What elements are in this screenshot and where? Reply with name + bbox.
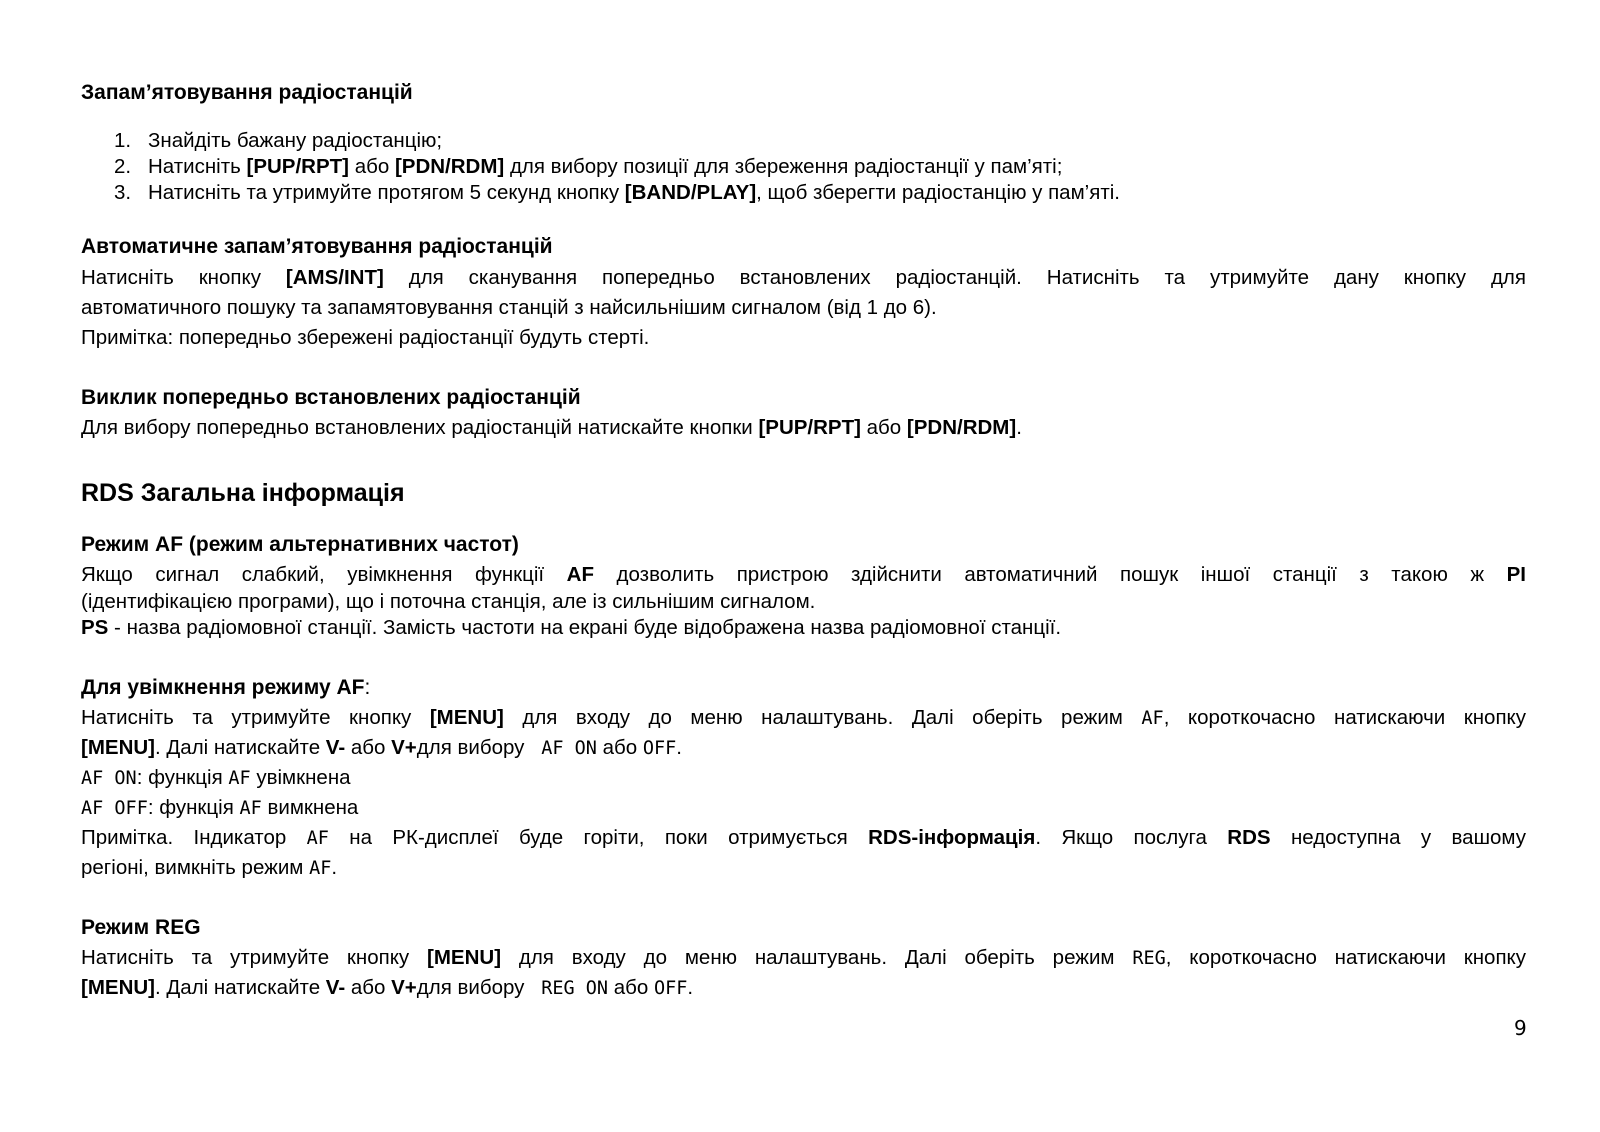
list-item: 2. Натисніть [PUP/RPT] або [PDN/RDM] для вибору позиції для збереження радіостанції у пам’яті; — [114, 155, 1063, 178]
note-line: регіоні, вимкніть режим AF. — [81, 856, 338, 879]
heading-reg-mode: Режим REG — [81, 916, 201, 939]
paragraph-line: [MENU]. Далі натискайте V- або V+для вибору AF ON або OFF. — [81, 736, 682, 759]
paragraph-line: (ідентифікацією програми), що і поточна станція, але із сильнішим сигналом. — [81, 590, 816, 613]
note-line: Примітка: попередньо збережені радіостанції будуть стерті. — [81, 326, 650, 349]
paragraph-line: PS - назва радіомовної станції. Замість частоти на екрані буде відображена назва радіомовної станції. — [81, 616, 1062, 639]
page-number: 9 — [1514, 1016, 1527, 1040]
paragraph-line: AF OFF: функція AF вимкнена — [81, 796, 359, 819]
heading-station-memory: Запам’ятовування радіостанцій — [81, 81, 413, 104]
paragraph-line: автоматичного пошуку та запамятовування станцій з найсильнішим сигналом (від 1 до 6). — [81, 296, 937, 319]
heading-preset-recall: Виклик попередньо встановлених радіостанцій — [81, 386, 581, 409]
paragraph-line: Натисніть та утримуйте кнопку [MENU] для входу до меню налаштувань. Далі оберіть режим REG, короткочасно натискаючи кнопку — [81, 946, 1526, 969]
paragraph-line: Натисніть та утримуйте кнопку [MENU] для входу до меню налаштувань. Далі оберіть режим AF, короткочасно натискаючи кнопку — [81, 706, 1527, 729]
note-line: Примітка. Індикатор AF на РК-дисплеї буде горіти, поки отримується RDS-інформація. Якщо послуга RDS недоступна у вашому — [81, 826, 1526, 849]
paragraph-line: Натисніть кнопку [AMS/INT] для сканування попередньо встановлених радіостанцій. Натисніть та утримуйте дану кнопку для — [81, 266, 1526, 289]
paragraph-line: [MENU]. Далі натискайте V- або V+для вибору REG ON або OFF. — [81, 976, 694, 999]
paragraph-line: Для вибору попередньо встановлених радіостанцій натискайте кнопки [PUP/RPT] або [PDN/RDM]. — [81, 416, 1022, 439]
list-item: 3. Натисніть та утримуйте протягом 5 секунд кнопку [BAND/PLAY], щоб зберегти радіостанцію у пам’яті. — [114, 181, 1120, 204]
heading-enable-af: Для увімкнення режиму AF: — [81, 676, 371, 699]
heading-auto-memory: Автоматичне запам’ятовування радіостанцій — [81, 235, 553, 258]
list-item: 1. Знайдіть бажану радіостанцію; — [114, 129, 443, 152]
heading-rds-general: RDS Загальна інформація — [81, 479, 405, 507]
heading-af-mode: Режим AF (режим альтернативних частот) — [81, 533, 519, 556]
paragraph-line: Якщо сигнал слабкий, увімкнення функції AF дозволить пристрою здійснити автоматичний пошук іншої станції з такою ж PI — [81, 563, 1526, 586]
paragraph-line: AF ON: функція AF увімкнена — [81, 766, 351, 789]
